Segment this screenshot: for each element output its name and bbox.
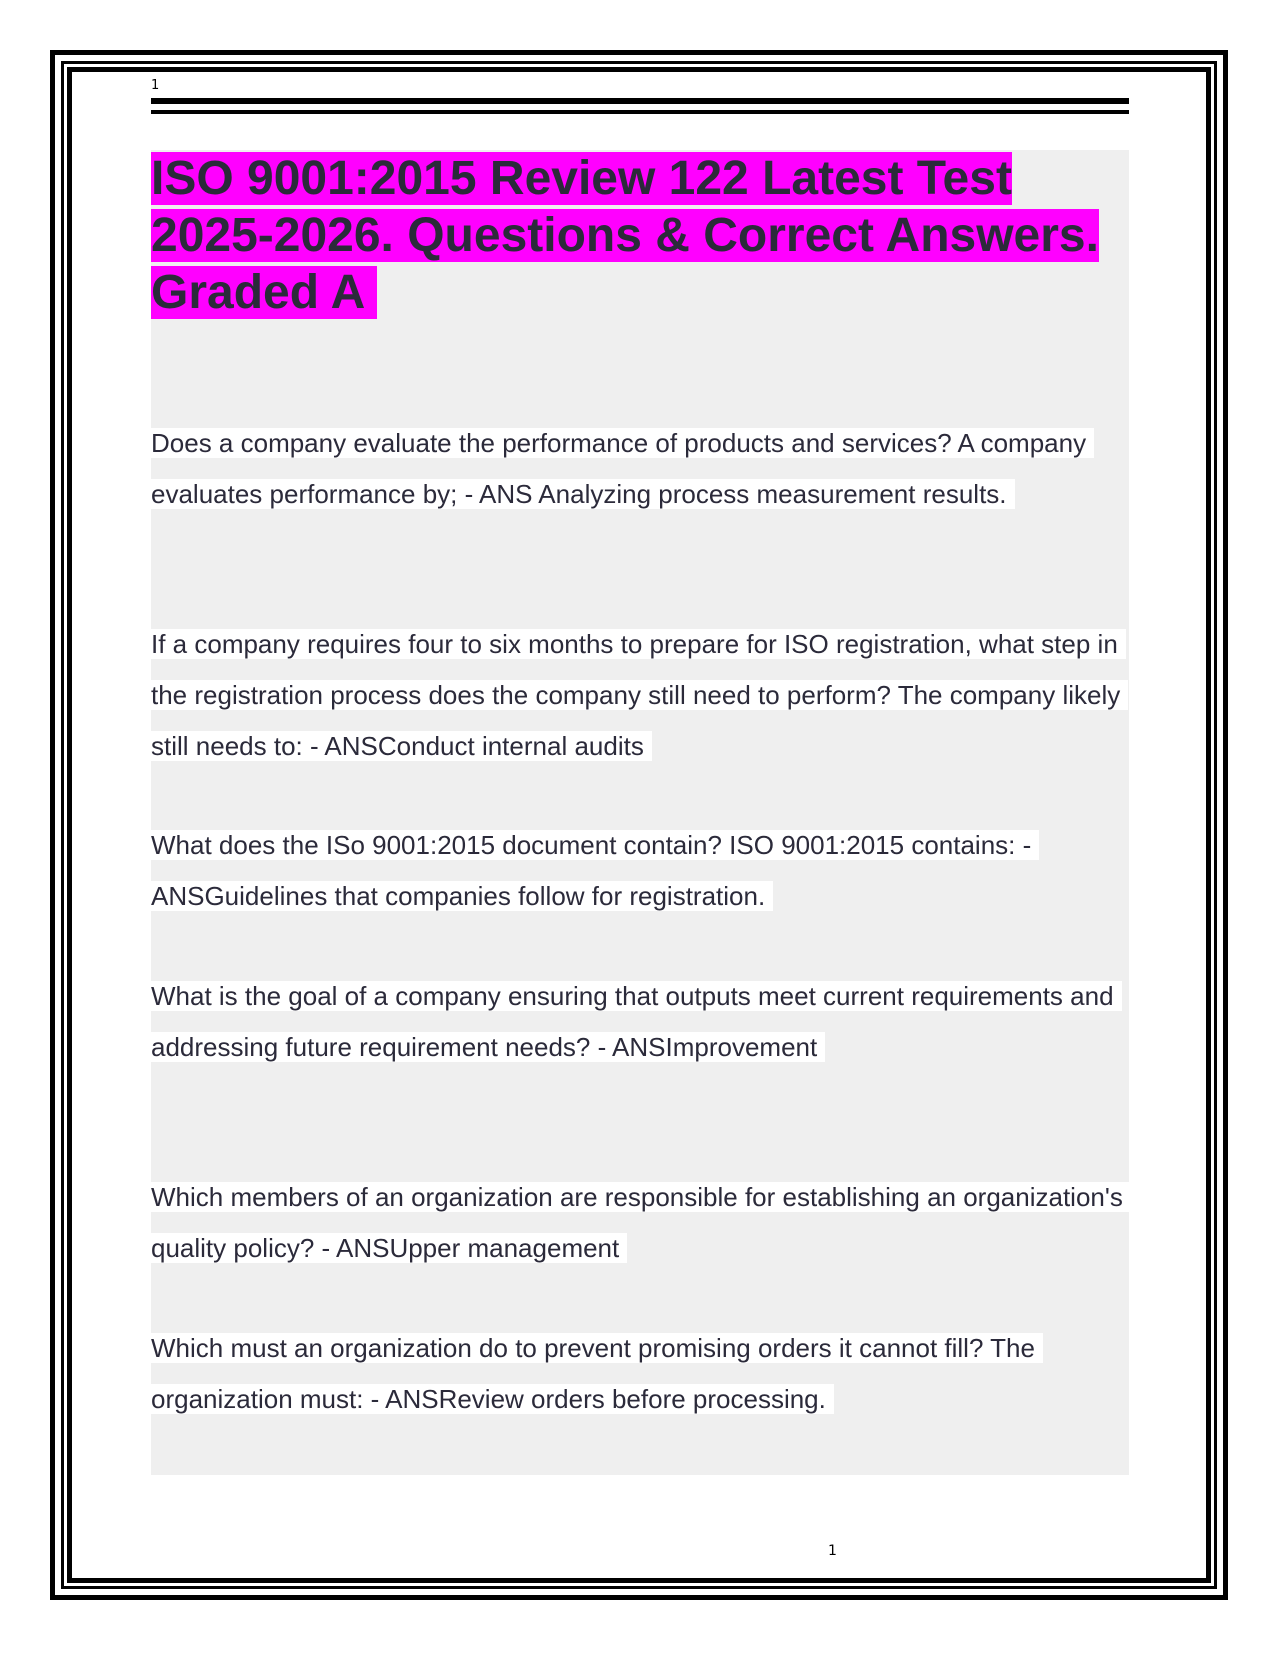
qa-item [151, 820, 1136, 922]
qa-item [151, 971, 1136, 1073]
qa-item-text: What is the goal of a company ensuring that outputs meet current requirements and addressing future requirement needs? - ANSImprovement [151, 981, 1122, 1062]
footer-page-number: 1 [828, 1543, 837, 1559]
document-title [151, 150, 1129, 321]
qa-item [151, 1172, 1136, 1274]
header-rule-thin [151, 110, 1129, 114]
qa-item-text: Which must an organization do to prevent promising orders it cannot fill? The organization must: - ANSReview orders before processing. [151, 1333, 1043, 1414]
content-background [151, 150, 1129, 1475]
qa-item [151, 418, 1136, 520]
qa-item [151, 619, 1136, 772]
header-rule-thick [151, 98, 1129, 104]
qa-item-text: Which members of an organization are responsible for establishing an organization's quality policy? - ANSUpper management [151, 1182, 1131, 1263]
document-title-text: ISO 9001:2015 Review 122 Latest Test 2025-2026. Questions & Correct Answers. Graded A [151, 152, 1099, 319]
qa-item-text: What does the ISo 9001:2015 document contain? ISO 9001:2015 contains: - ANSGuidelines that companies follow for registration. [151, 830, 1039, 911]
header-page-number: 1 [151, 78, 160, 93]
qa-item-text: If a company requires four to six months to prepare for ISO registration, what step in the registration process does the company still need to perform? The company likely still needs to: - ANSConduct internal audits [151, 629, 1128, 761]
qa-item-text: Does a company evaluate the performance of products and services? A company evaluates performance by; - ANS Analyzing process measurement results. [151, 428, 1094, 509]
qa-item [151, 1323, 1136, 1425]
